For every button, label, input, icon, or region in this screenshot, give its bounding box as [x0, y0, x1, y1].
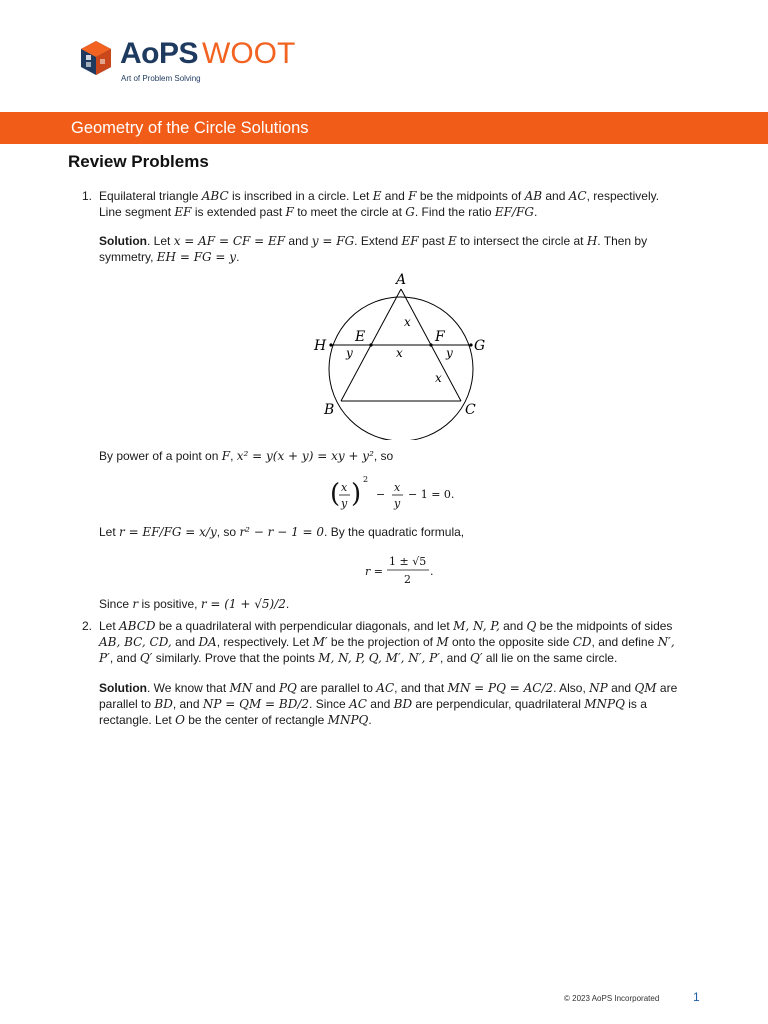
text: and	[381, 189, 409, 203]
text: , and define	[591, 635, 658, 649]
eq1-x: x	[341, 481, 348, 494]
text: , so	[373, 449, 394, 463]
text: symmetry,	[99, 250, 157, 264]
math: CD	[572, 635, 592, 649]
math: EF	[401, 234, 419, 248]
text: are	[656, 681, 678, 695]
math: E	[448, 234, 457, 248]
text: are perpendicular, quadrilateral	[412, 697, 585, 711]
text: , and	[439, 651, 470, 665]
text: Equilateral triangle	[99, 189, 202, 203]
math: r	[132, 597, 139, 611]
math: F	[408, 189, 417, 203]
text: past	[418, 234, 448, 248]
text: onto the opposite side	[448, 635, 573, 649]
math: NP = QM = BD/2	[202, 697, 310, 711]
math: DA	[198, 635, 217, 649]
math: BD	[154, 697, 173, 711]
text: .	[285, 597, 290, 611]
text: are parallel to	[296, 681, 377, 695]
math: Q′	[139, 651, 153, 665]
text: , respectively. Let	[216, 635, 313, 649]
logo-wordmark	[120, 37, 295, 71]
circle-triangle-figure	[300, 268, 500, 440]
eq1-minus: −	[376, 488, 386, 501]
problem-1-statement-line-1	[99, 189, 659, 204]
text: By power of a point on	[99, 449, 222, 463]
title-banner	[0, 112, 768, 144]
brand-woot: WOOT	[202, 37, 296, 70]
math: Q′	[470, 651, 483, 665]
math: F	[285, 205, 294, 219]
math: y = FG	[311, 234, 355, 248]
label-b: B	[324, 402, 335, 418]
label-g: G	[474, 338, 486, 354]
text: and	[252, 681, 279, 695]
problem-2-solution-line-1	[99, 681, 677, 696]
text: .	[368, 713, 372, 727]
logo-tagline: Art of Problem Solving	[121, 74, 201, 83]
math: O	[175, 713, 185, 727]
text: , so	[216, 525, 240, 539]
text: be the midpoints of	[416, 189, 525, 203]
since-r-positive-line	[99, 597, 289, 612]
label-x-right: x	[435, 371, 442, 385]
label-a: A	[396, 272, 407, 288]
solution-label: Solution	[99, 234, 147, 248]
eq2-num: 1 ± √5	[389, 555, 427, 568]
text: . Extend	[354, 234, 402, 248]
text: , respectively.	[586, 189, 660, 203]
solution-label: Solution	[99, 681, 147, 695]
math: AC	[568, 189, 587, 203]
text: be the center of rectangle	[184, 713, 328, 727]
problem-1-statement-line-2	[99, 205, 537, 220]
label-x-mid: x	[396, 346, 403, 360]
math: x² = y(x + y) = xy + y²	[236, 449, 374, 463]
label-c: C	[465, 402, 476, 418]
text: .	[236, 250, 240, 264]
problem-1-solution-line-2	[99, 250, 239, 265]
eq2-lhs: r =	[365, 565, 383, 578]
point-h	[329, 343, 332, 346]
math: AC	[376, 681, 395, 695]
text: . We know that	[147, 681, 230, 695]
text: be the midpoints of sides	[536, 619, 673, 633]
text: parallel to	[99, 697, 155, 711]
circumcircle	[329, 297, 473, 440]
math: EH = FG = y	[156, 250, 237, 264]
text: to intersect the circle at	[456, 234, 587, 248]
text: similarly. Prove that the points	[152, 651, 319, 665]
text: and	[499, 619, 527, 633]
math: r = EF/FG = x/y	[119, 525, 217, 539]
label-h: H	[314, 338, 327, 354]
text: . By the quadratic formula,	[324, 525, 465, 539]
eq2-end: .	[430, 565, 434, 578]
problem-1-solution-line-1	[99, 234, 647, 249]
label-f: F	[435, 329, 445, 345]
eq1-tail: − 1 = 0.	[408, 488, 455, 501]
text: be a quadrilateral with perpendicular diagonals, and let	[155, 619, 454, 633]
text: , and that	[394, 681, 448, 695]
text: , and	[109, 651, 140, 665]
math: AB	[524, 189, 543, 203]
text: . Find the ratio	[414, 205, 495, 219]
brand-aops: AoPS	[120, 37, 199, 70]
aops-woot-logo	[78, 37, 318, 87]
math: M′	[312, 635, 328, 649]
text: be the projection of	[327, 635, 437, 649]
eq1-y: y	[341, 497, 348, 510]
equation-2	[365, 551, 445, 589]
math: M	[436, 635, 449, 649]
svg-text:(: (	[330, 479, 341, 509]
eq2-den: 2	[404, 573, 411, 586]
math: M, N, P,	[453, 619, 500, 633]
text: , and	[172, 697, 203, 711]
problem-2-number: 2.	[82, 619, 93, 633]
math: ABCD	[119, 619, 156, 633]
page-number: 1	[693, 990, 700, 1004]
math: MNPQ	[327, 713, 369, 727]
label-y-left: y	[346, 346, 353, 360]
point-e	[369, 343, 372, 346]
problem-1-number: 1.	[82, 189, 93, 203]
document-title: Geometry of the Circle Solutions	[71, 119, 309, 137]
math: BD	[393, 697, 413, 711]
point-f	[429, 343, 432, 346]
math: MNPQ	[584, 697, 625, 711]
eq1-frac-num: x	[394, 481, 401, 494]
text: . Also,	[553, 681, 590, 695]
text: Line segment	[99, 205, 175, 219]
text: and	[171, 635, 199, 649]
problem-2-line-3	[99, 651, 617, 666]
eq1-frac-den: y	[394, 497, 401, 510]
math: M, N, P, Q, M′, N′, P′	[318, 651, 440, 665]
problem-2-line-2	[99, 635, 675, 650]
label-x-top: x	[404, 315, 411, 329]
point-g	[469, 343, 472, 346]
math: H	[586, 234, 598, 248]
math: MN	[229, 681, 253, 695]
math: NP	[589, 681, 608, 695]
text: is a	[624, 697, 647, 711]
text: is positive,	[138, 597, 201, 611]
math: x = AF = CF = EF	[173, 234, 286, 248]
math: PQ	[278, 681, 297, 695]
text: is inscribed in a circle. Let	[228, 189, 373, 203]
footer-copyright: © 2023 AoPS Incorporated	[564, 994, 660, 1003]
equation-1	[330, 474, 470, 516]
text: and	[542, 189, 569, 203]
text: is extended past	[191, 205, 286, 219]
text: rectangle. Let	[99, 713, 176, 727]
section-title: Review Problems	[68, 152, 209, 171]
power-of-point-line	[99, 449, 393, 464]
text: and	[607, 681, 635, 695]
let-r-line	[99, 525, 464, 540]
aops-cube-icon	[78, 39, 114, 79]
math: Q	[526, 619, 537, 633]
math: P′	[99, 651, 110, 665]
text: and	[366, 697, 394, 711]
problem-2-solution-line-3	[99, 713, 372, 728]
problem-2-solution-line-2	[99, 697, 647, 712]
math: N′,	[657, 635, 675, 649]
math: E	[372, 189, 382, 203]
problem-2-line-1	[99, 619, 672, 634]
text: to meet the circle at	[293, 205, 406, 219]
math: QM	[634, 681, 657, 695]
text: Let	[99, 619, 120, 633]
math: G	[405, 205, 415, 219]
math: r² − r − 1 = 0	[239, 525, 325, 539]
text: ,	[230, 449, 237, 463]
label-y-right: y	[446, 346, 453, 360]
eq1-exp: 2	[363, 475, 369, 484]
math: ABC	[201, 189, 229, 203]
text: . Then by	[597, 234, 648, 248]
text: all lie on the same circle.	[482, 651, 618, 665]
text: . Since	[309, 697, 350, 711]
math: r = (1 + √5)/2	[200, 597, 286, 611]
text: .	[533, 205, 538, 219]
math: AB, BC, CD,	[99, 635, 172, 649]
text: and	[285, 234, 312, 248]
math: F	[221, 449, 231, 463]
math: EF	[174, 205, 192, 219]
label-e: E	[355, 329, 366, 345]
text: Since	[99, 597, 133, 611]
svg-text:): )	[351, 479, 362, 509]
math: EF/FG	[494, 205, 534, 219]
text: . Let	[147, 234, 174, 248]
math: AC	[349, 697, 367, 711]
text: Let	[99, 525, 120, 539]
math: MN = PQ = AC/2	[447, 681, 554, 695]
